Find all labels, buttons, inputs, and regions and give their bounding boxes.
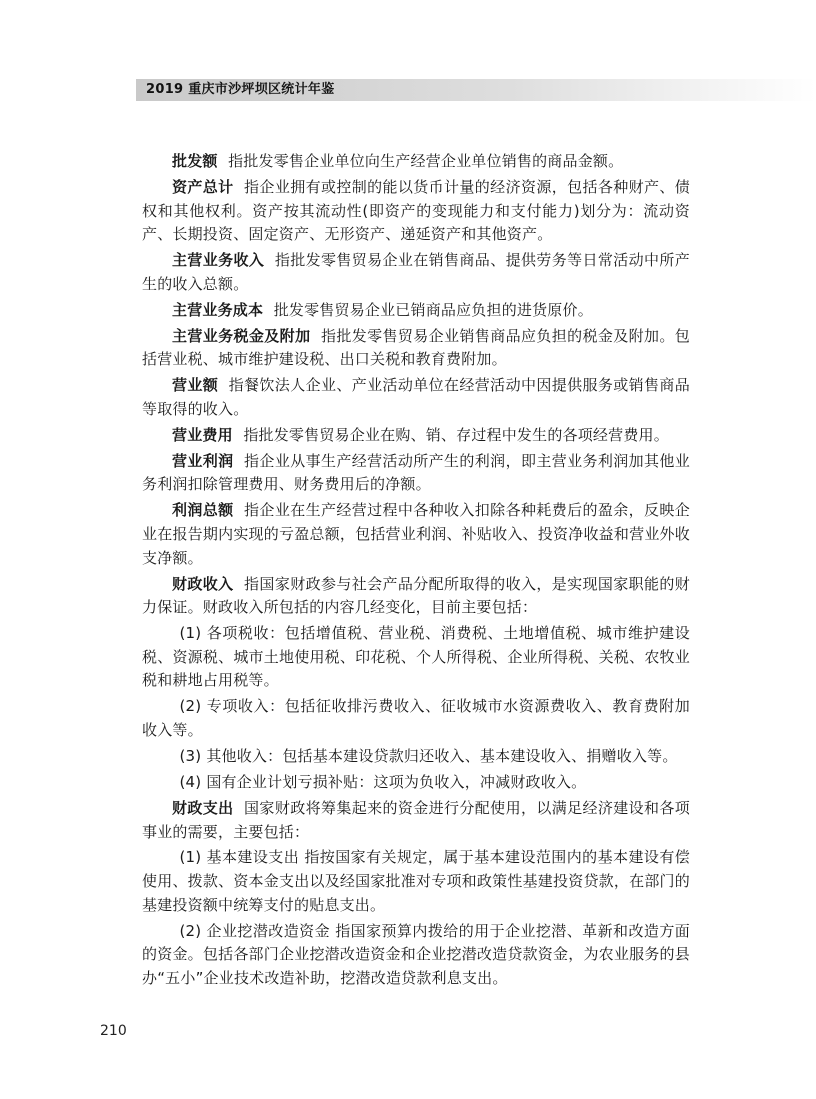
running-header-title: 2019 重庆市沙坪坝区统计年鉴 — [146, 82, 335, 97]
term-label: 主营业务收入 — [172, 251, 265, 270]
list-item-text: (1) 各项税收：包括增值税、营业税、消费税、土地增值税、城市维护建设税、资源税、城市土地使用税、印花税、个人所得税、企业所得税、关税、农牧业税和耕地占用税等。 — [142, 624, 690, 690]
term-label: 营业利润 — [172, 451, 234, 470]
definition-text: 指批发零售企业单位向生产经营企业单位销售的商品金额。 — [228, 152, 624, 170]
list-item-paragraph — [142, 745, 690, 769]
term-label: 财政支出 — [172, 798, 234, 817]
definition-paragraph — [142, 150, 690, 174]
definition-text: 批发零售贸易企业已销商品应负担的进货原价。 — [273, 300, 593, 319]
list-item-paragraph — [142, 622, 690, 693]
definition-text: 指餐饮法人企业、产业活动单位在经营活动中因提供服务或销售商品等取得的收入。 — [142, 376, 690, 418]
term-label: 利润总额 — [172, 501, 234, 520]
definition-text: 指国家财政参与社会产品分配所取得的收入，是实现国家职能的财力保证。财政收入所包括的内容几经变化，目前主要包括： — [142, 574, 690, 617]
definition-paragraph — [142, 499, 690, 570]
definition-text: 指批发零售贸易企业在销售商品、提供劳务等日常活动中所产生的收入总额。 — [142, 251, 691, 293]
term-label: 营业额 — [172, 376, 219, 395]
list-item-paragraph — [142, 695, 690, 742]
definition-text: 指批发零售贸易企业销售商品应负担的税金及附加。包括营业税、城市维护建设税、出口关税和教育费附加。 — [142, 326, 690, 369]
list-item-text: (2) 企业挖潜改造资金 指国家预算内拨给的用于企业挖潜、革新和改造方面的资金。包括各部门企业挖潜改造资金和企业挖潜改造贷款资金，为农业服务的县办“五小”企业技术改造补助，挖潜改造贷款利息支出。 — [142, 921, 690, 987]
definition-paragraph — [142, 176, 690, 247]
definition-paragraph — [142, 797, 690, 844]
list-item-paragraph — [142, 771, 690, 795]
term-label: 营业费用 — [172, 425, 233, 444]
term-label: 主营业务税金及附加 — [172, 326, 311, 345]
definition-paragraph — [142, 450, 690, 497]
list-item-text: (4) 国有企业计划亏损补贴：这项为负收入，冲减财政收入。 — [179, 772, 587, 791]
definition-text: 指企业拥有或控制的能以货币计量的经济资源，包括各种财产、债权和其他权利。资产按其流动性(即资产的变现能力和支付能力)划分为：流动资产、长期投资、固定资产、无形资产、递延资产和其他资产。 — [142, 177, 690, 244]
definition-paragraph — [142, 424, 690, 448]
definition-paragraph — [142, 374, 690, 421]
term-label: 主营业务成本 — [172, 300, 264, 319]
list-item-text: (3) 其他收入：包括基本建设贷款归还收入、基本建设收入、捐赠收入等。 — [179, 746, 678, 765]
definition-paragraph — [142, 325, 690, 372]
term-label: 财政收入 — [172, 574, 234, 593]
term-label: 资产总计 — [172, 177, 234, 196]
definition-paragraph — [142, 249, 690, 296]
page-number: 210 — [100, 1023, 127, 1039]
definition-paragraph — [142, 573, 690, 620]
list-item-text: (1) 基本建设支出 指按国家有关规定，属于基本建设范围内的基本建设有偿使用、拨款、资本金支出以及经国家批准对专项和政策性基建投资贷款，在部门的基建投资额中统筹支付的贴息支出。 — [142, 848, 690, 914]
term-label: 批发额 — [172, 152, 218, 170]
list-item-paragraph — [142, 920, 690, 991]
definition-text: 指企业在生产经营过程中各种收入扣除各种耗费后的盈余，反映企业在报告期内实现的亏盈总额，包括营业利润、补贴收入、投资净收益和营业外收支净额。 — [142, 501, 690, 567]
definition-paragraph — [142, 299, 690, 323]
definition-text: 指企业从事生产经营活动所产生的利润，即主营业务利润加其他业务利润扣除管理费用、财务费用后的净额。 — [142, 451, 690, 494]
definition-text: 指批发零售贸易企业在购、销、存过程中发生的各项经营费用。 — [243, 425, 669, 444]
list-item-paragraph — [142, 846, 690, 917]
list-item-text: (2) 专项收入：包括征收排污费收入、征收城市水资源费收入、教育费附加收入等。 — [142, 697, 690, 739]
definition-text: 国家财政将筹集起来的资金进行分配使用，以满足经济建设和各项事业的需要，主要包括： — [142, 798, 690, 841]
page-body — [142, 150, 690, 993]
